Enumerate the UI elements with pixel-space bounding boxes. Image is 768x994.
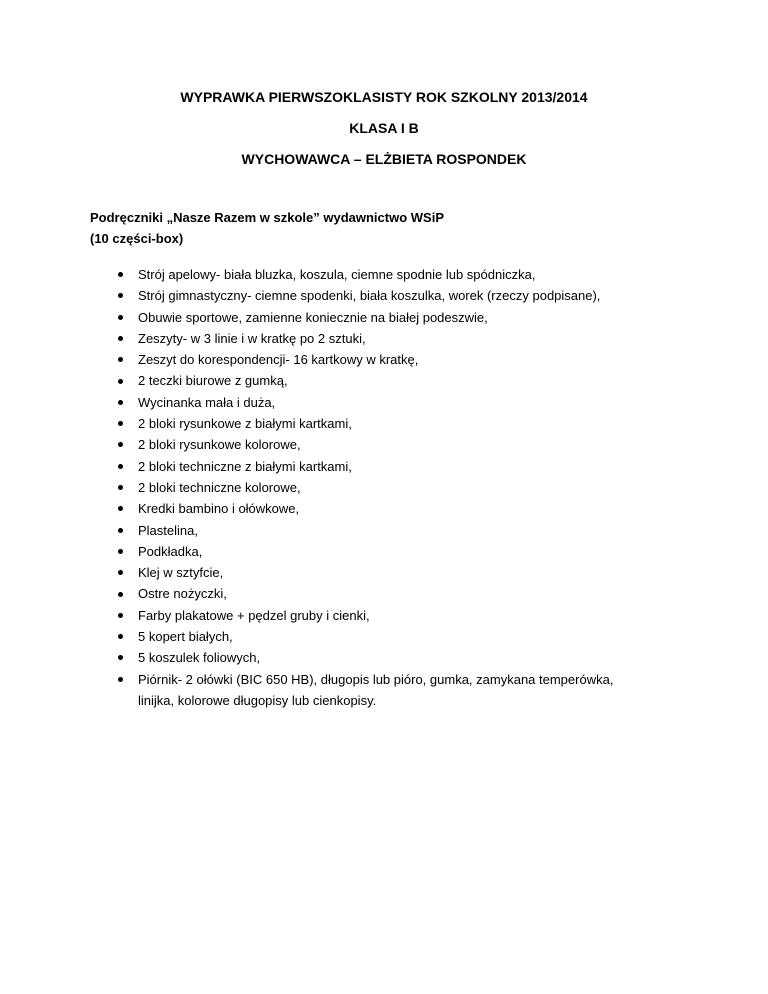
list-item: Klej w sztyfcie, [90, 562, 690, 583]
bullet-icon [116, 370, 124, 391]
list-item: 2 bloki rysunkowe z białymi kartkami, [90, 413, 690, 434]
list-item: Obuwie sportowe, zamienne koniecznie na białej podeszwie, [90, 307, 690, 328]
bullet-icon [116, 562, 124, 583]
bullet-icon [116, 626, 124, 647]
bullet-icon [116, 520, 124, 541]
textbooks-box-line: (10 części-box) [90, 231, 184, 246]
list-item: 2 bloki rysunkowe kolorowe, [90, 434, 690, 455]
textbooks-note [90, 207, 710, 249]
list-item: Podkładka, [90, 541, 690, 562]
bullet-icon [116, 264, 124, 285]
teacher-label: WYCHOWAWCA – ELŻBIETA ROSPONDEK [241, 151, 527, 167]
list-item: Strój apelowy- biała bluzka, koszula, ciemne spodnie lub spódniczka, [90, 264, 690, 285]
bullet-icon [116, 434, 124, 455]
list-item: Piórnik- 2 ołówki (BIC 650 HB), długopis lub pióro, gumka, zamykana temperówka, linijka, kolorowe długopisy lub cienkopisy. [90, 669, 690, 712]
bullet-icon [116, 541, 124, 562]
bullet-icon [116, 328, 124, 349]
class-label: KLASA I B [349, 120, 419, 136]
list-item: Plastelina, [90, 520, 690, 541]
list-item: 2 bloki techniczne kolorowe, [90, 477, 690, 498]
list-item: Zeszyt do korespondencji- 16 kartkowy w kratkę, [90, 349, 690, 370]
bullet-icon [116, 477, 124, 498]
bullet-icon [116, 285, 124, 306]
bullet-icon [116, 349, 124, 370]
bullet-icon [116, 392, 124, 413]
list-item: 5 koszulek foliowych, [90, 647, 690, 668]
bullet-icon [116, 498, 124, 519]
bullet-icon [116, 647, 124, 668]
list-item: Ostre nożyczki, [90, 583, 690, 604]
supply-list [90, 264, 690, 711]
bullet-icon [116, 413, 124, 434]
textbooks-line: Podręczniki „Nasze Razem w szkole” wydawnictwo WSiP [90, 210, 444, 225]
list-item: 5 kopert białych, [90, 626, 690, 647]
bullet-icon [116, 456, 124, 477]
bullet-icon [116, 605, 124, 626]
list-item: Farby plakatowe + pędzel gruby i cienki, [90, 605, 690, 626]
list-item: Wycinanka mała i duża, [90, 392, 690, 413]
list-item: 2 teczki biurowe z gumką, [90, 370, 690, 391]
document-title: WYPRAWKA PIERWSZOKLASISTY ROK SZKOLNY 2013/2014 [180, 89, 588, 105]
list-item: 2 bloki techniczne z białymi kartkami, [90, 456, 690, 477]
list-item: Strój gimnastyczny- ciemne spodenki, biała koszulka, worek (rzeczy podpisane), [90, 285, 690, 306]
bullet-icon [116, 307, 124, 328]
bullet-icon [116, 583, 124, 604]
list-item: Kredki bambino i ołówkowe, [90, 498, 690, 519]
list-item: Zeszyty- w 3 linie i w kratkę po 2 sztuki, [90, 328, 690, 349]
bullet-icon [116, 669, 124, 690]
